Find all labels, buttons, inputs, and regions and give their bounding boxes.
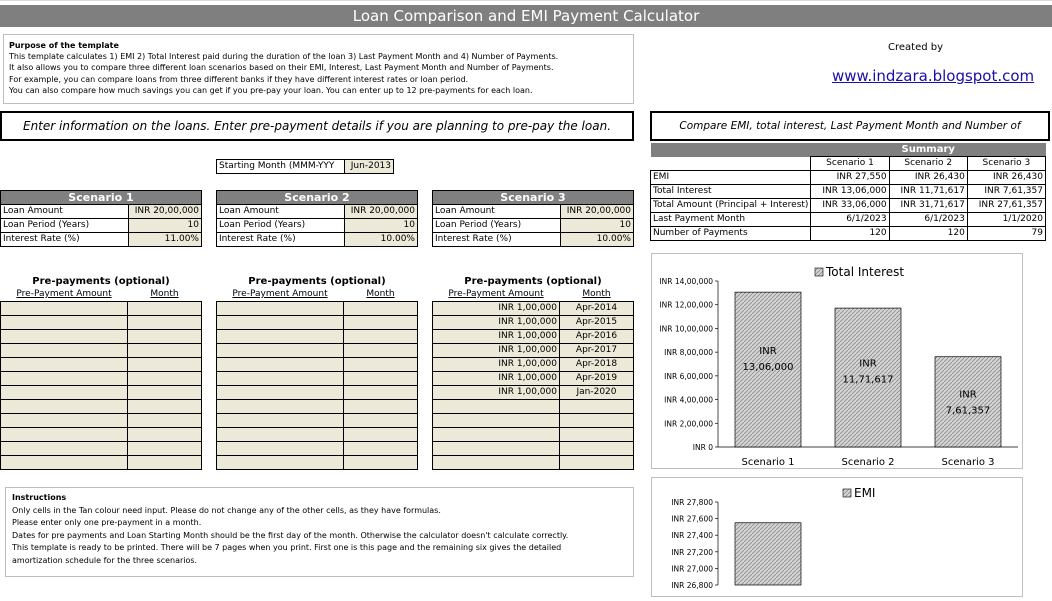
prepayment-month-header: Month	[582, 289, 611, 299]
prepayment-amount-input[interactable]	[217, 302, 344, 316]
prepayment-month-input[interactable]: Apr-2017	[560, 344, 634, 358]
summary-row-total-interest	[651, 185, 1046, 199]
prepayment-row	[1, 386, 202, 400]
prepayment-amount-input[interactable]	[1, 414, 128, 428]
loan-period-input[interactable]: 10	[345, 219, 418, 233]
prepayment-amount-input[interactable]	[217, 456, 344, 470]
y-tick-label: INR 27,800	[671, 498, 713, 507]
y-tick-label: INR 10,00,000	[659, 324, 713, 334]
purpose-line: It also allows you to compare three different loan scenarios based on their EMI, Interest, Last Payment Month and Number of Payments.	[9, 63, 554, 73]
prepayment-amount-input[interactable]: INR 1,00,000	[433, 316, 560, 330]
summary-value: INR 11,71,617	[889, 185, 967, 199]
summary-blank	[651, 157, 811, 171]
prepayment-month-input[interactable]	[344, 442, 418, 456]
instructions-heading: Instructions	[12, 493, 67, 502]
summary-value: 120	[889, 227, 967, 241]
summary-value: 79	[967, 227, 1045, 241]
x-tick-label: Scenario 1	[741, 457, 795, 468]
prepayment-amount-input[interactable]	[433, 400, 560, 414]
legend-swatch	[815, 268, 823, 276]
prepayment-row	[217, 400, 418, 414]
prepayment-amount-input[interactable]	[217, 330, 344, 344]
prepayment-row	[1, 428, 202, 442]
scenario-3-header: Scenario 3	[433, 191, 634, 205]
summary-value: INR 33,06,000	[811, 199, 889, 213]
prepayments-scenario-3-table	[432, 275, 634, 470]
y-tick-label: INR 27,000	[671, 564, 713, 574]
prepayment-month-input[interactable]	[344, 386, 418, 400]
purpose-line: You can also compare how much savings you can get if you pre-pay your loan. You can enter up to 12 pre-payments for each loan.	[9, 85, 533, 95]
scenario-1-header: Scenario 1	[1, 191, 202, 205]
prepayment-row	[217, 372, 418, 386]
prepayment-amount-input[interactable]	[433, 442, 560, 456]
y-tick-label: INR 27,200	[671, 547, 713, 557]
prepayment-month-input[interactable]	[128, 302, 202, 316]
summary-value: 6/1/2023	[889, 213, 967, 227]
interest-rate-label: Interest Rate (%)	[433, 233, 561, 247]
prepayment-month-input[interactable]	[128, 386, 202, 400]
prepayment-row	[433, 302, 634, 316]
prepayment-row	[1, 330, 202, 344]
prepayment-row	[1, 302, 202, 316]
prepayment-month-input[interactable]	[128, 344, 202, 358]
legend-label: EMI	[854, 486, 876, 500]
starting-month-input[interactable]: Jun-2013	[345, 160, 394, 174]
instruction-line: amortization schedule for the three scenarios.	[12, 555, 198, 565]
prepayment-month-header: Month	[366, 289, 395, 299]
x-tick-label: Scenario 2	[841, 457, 895, 468]
prepayment-amount-input[interactable]	[1, 456, 128, 470]
author-link[interactable]: www.indzara.blogspot.com	[832, 67, 1035, 85]
summary-row-last-payment	[651, 213, 1046, 227]
prepayment-row	[433, 344, 634, 358]
instruction-line: This template is ready to be printed. There will be 7 pages when you print. First one is this page and the remaining six gives the detailed	[12, 543, 562, 552]
prepayment-amount-input[interactable]	[1, 330, 128, 344]
prepayment-amount-input[interactable]	[1, 386, 128, 400]
summary-row-total-amount	[651, 199, 1046, 213]
bar-scenario-1	[735, 523, 801, 585]
interest-rate-input[interactable]: 10.00%	[561, 233, 634, 247]
summary-row-label: Total Amount (Principal + Interest)	[651, 199, 811, 213]
prepayment-row	[217, 330, 418, 344]
purpose-heading: Purpose of the template	[9, 41, 119, 50]
prepayment-row	[1, 358, 202, 372]
summary-row-label: EMI	[651, 171, 811, 185]
prepayment-amount-input[interactable]: INR 1,00,000	[433, 372, 560, 386]
prepayment-month-input[interactable]	[344, 372, 418, 386]
prepayment-amount-header: Pre-Payment Amount	[16, 289, 112, 299]
purpose-line: This template calculates 1) EMI 2) Total Interest paid during the duration of the loan 3) Last Payment Month and 4) Number of Payments.	[9, 52, 559, 62]
summary-col-scenario-1: Scenario 1	[811, 157, 889, 171]
summary-value: INR 13,06,000	[811, 185, 889, 199]
prepayment-amount-input[interactable]	[1, 400, 128, 414]
instructions-box	[5, 487, 634, 577]
prepayment-amount-input[interactable]	[433, 428, 560, 442]
prepayment-row	[1, 400, 202, 414]
compare-banner: Compare EMI, total interest, Last Payment Month and Number of	[650, 111, 1050, 141]
prepayments-scenario-2-table	[216, 275, 418, 470]
prepayment-month-input[interactable]	[344, 358, 418, 372]
instruction-line: Only cells in the Tan colour need input. Please do not change any of the other cells, as they have formulas.	[12, 505, 441, 515]
prepayment-row	[433, 358, 634, 372]
prepayment-month-input[interactable]	[344, 330, 418, 344]
interest-rate-input[interactable]: 10.00%	[345, 233, 418, 247]
prepayment-month-input[interactable]	[344, 316, 418, 330]
y-tick-label: INR 26,800	[671, 581, 713, 590]
prepayment-amount-input[interactable]	[217, 344, 344, 358]
y-tick-label: INR 4,00,000	[664, 395, 713, 405]
prepayment-row	[217, 344, 418, 358]
prepayment-month-input[interactable]	[344, 414, 418, 428]
prepayment-row	[1, 456, 202, 470]
summary-value: 120	[811, 227, 889, 241]
summary-value: INR 26,430	[889, 171, 967, 185]
x-tick-label: Scenario 3	[941, 457, 995, 468]
prepayment-amount-input[interactable]	[433, 456, 560, 470]
interest-rate-input[interactable]: 11.00%	[129, 233, 202, 247]
prepayment-amount-input[interactable]	[217, 442, 344, 456]
summary-title: Summary	[811, 143, 1046, 157]
loan-amount-label: Loan Amount	[1, 205, 129, 219]
prepayment-amount-input[interactable]: INR 1,00,000	[433, 386, 560, 400]
prepayment-amount-input[interactable]	[217, 372, 344, 386]
summary-row-label: Last Payment Month	[651, 213, 811, 227]
summary-row-num-payments	[651, 227, 1046, 241]
prepayment-amount-input[interactable]	[217, 316, 344, 330]
prepayment-row	[217, 358, 418, 372]
summary-value: INR 31,71,617	[889, 199, 967, 213]
summary-col-scenario-3: Scenario 3	[967, 157, 1045, 171]
prepayment-month-input[interactable]	[128, 400, 202, 414]
prepayment-amount-input[interactable]	[1, 344, 128, 358]
summary-table	[650, 143, 1046, 241]
loan-period-label: Loan Period (Years)	[433, 219, 561, 233]
prepayment-month-input[interactable]: Apr-2016	[560, 330, 634, 344]
prepayment-row	[1, 316, 202, 330]
prepayment-row	[217, 428, 418, 442]
page-title: Loan Comparison and EMI Payment Calculator	[0, 5, 1052, 27]
summary-value: INR 26,430	[967, 171, 1045, 185]
prepayment-amount-input[interactable]	[1, 428, 128, 442]
prepayment-month-input[interactable]	[560, 456, 634, 470]
summary-value: INR 7,61,357	[967, 185, 1045, 199]
prepayment-amount-input[interactable]	[217, 400, 344, 414]
prepayment-month-input[interactable]: Apr-2015	[560, 316, 634, 330]
summary-row-label: Number of Payments	[651, 227, 811, 241]
data-label: INR	[859, 358, 877, 370]
prepayment-month-input[interactable]	[344, 302, 418, 316]
prepayment-month-input[interactable]	[344, 428, 418, 442]
prepayment-month-input[interactable]	[344, 344, 418, 358]
prepayment-row	[433, 456, 634, 470]
data-label: 7,61,357	[945, 405, 991, 417]
prepayments-title: Pre-payments (optional)	[464, 276, 602, 287]
prepayment-row	[433, 316, 634, 330]
prepayment-row	[433, 442, 634, 456]
loan-amount-label: Loan Amount	[433, 205, 561, 219]
prepayment-amount-input[interactable]: INR 1,00,000	[433, 330, 560, 344]
prepayment-amount-input[interactable]	[217, 428, 344, 442]
summary-row-emi	[651, 171, 1046, 185]
prepayment-row	[433, 414, 634, 428]
prepayment-amount-input[interactable]	[1, 358, 128, 372]
loan-period-input[interactable]: 10	[129, 219, 202, 233]
prepayment-row	[433, 400, 634, 414]
prepayment-row	[1, 442, 202, 456]
prepayment-month-input[interactable]	[560, 400, 634, 414]
loan-period-label: Loan Period (Years)	[217, 219, 345, 233]
summary-value: INR 27,550	[811, 171, 889, 185]
emi-chart-svg	[652, 478, 1024, 598]
prepayment-month-input[interactable]	[344, 456, 418, 470]
legend-swatch	[843, 489, 851, 497]
prepayment-amount-input[interactable]: INR 1,00,000	[433, 302, 560, 316]
y-tick-label: INR 14,00,000	[659, 277, 713, 286]
prepayment-month-header: Month	[150, 289, 179, 299]
prepayment-month-input[interactable]	[128, 358, 202, 372]
scenario-1-table	[0, 190, 202, 247]
prepayment-amount-header: Pre-Payment Amount	[232, 289, 328, 299]
data-label: INR	[759, 346, 777, 358]
instruction-line: Dates for pre payments and Loan Starting Month should be the first day of the month. Otherwise the calculator doesn't calculate correctly.	[12, 530, 569, 540]
prepayment-row	[1, 344, 202, 358]
summary-value: INR 27,61,357	[967, 199, 1045, 213]
summary-corner	[651, 143, 811, 157]
summary-value: 1/1/2020	[967, 213, 1045, 227]
loan-amount-input[interactable]: INR 20,00,000	[561, 205, 634, 219]
legend-label: Total Interest	[826, 265, 905, 279]
summary-row-label: Total Interest	[651, 185, 811, 199]
data-label: 13,06,000	[742, 362, 794, 374]
prepayment-row	[217, 302, 418, 316]
prepayments-scenario-1-table	[0, 275, 202, 470]
prepayment-month-input[interactable]	[128, 372, 202, 386]
scenario-3-table	[432, 190, 634, 247]
prepayment-amount-input[interactable]	[1, 316, 128, 330]
prepayment-amount-input[interactable]: INR 1,00,000	[433, 344, 560, 358]
prepayment-month-input[interactable]: Apr-2014	[560, 302, 634, 316]
prepayment-amount-input[interactable]: INR 1,00,000	[433, 358, 560, 372]
prepayment-row	[433, 372, 634, 386]
y-tick-label: INR 12,00,000	[659, 300, 713, 310]
y-tick-label: INR 0	[692, 443, 713, 452]
bar-scenario-3	[935, 357, 1001, 447]
prepayment-amount-input[interactable]	[1, 372, 128, 386]
sheet-top-gridline	[0, 0, 1052, 1]
scenario-2-header: Scenario 2	[217, 191, 418, 205]
prepayment-row	[217, 442, 418, 456]
prepayment-row	[217, 456, 418, 470]
emi-chart[interactable]	[651, 477, 1023, 597]
prepayment-amount-input[interactable]	[1, 302, 128, 316]
prepayment-amount-input[interactable]	[217, 386, 344, 400]
loan-amount-label: Loan Amount	[217, 205, 345, 219]
prepayment-month-input[interactable]	[128, 456, 202, 470]
interest-rate-label: Interest Rate (%)	[217, 233, 345, 247]
created-by-label: Created by	[888, 42, 944, 53]
prepayment-month-input[interactable]	[560, 414, 634, 428]
scenario-2-table	[216, 190, 418, 247]
prepayment-amount-input[interactable]	[1, 442, 128, 456]
prepayments-title: Pre-payments (optional)	[248, 276, 386, 287]
summary-value: 6/1/2023	[811, 213, 889, 227]
total-interest-chart[interactable]	[651, 253, 1023, 469]
prepayment-row	[433, 386, 634, 400]
y-tick-label: INR 8,00,000	[664, 348, 713, 358]
prepayment-amount-input[interactable]	[217, 358, 344, 372]
prepayment-month-input[interactable]	[128, 414, 202, 428]
prepayment-month-input[interactable]	[344, 400, 418, 414]
prepayment-month-input[interactable]	[560, 428, 634, 442]
prepayment-month-input[interactable]	[560, 442, 634, 456]
data-label: 11,71,617	[842, 374, 894, 386]
loan-period-label: Loan Period (Years)	[1, 219, 129, 233]
y-tick-label: INR 2,00,000	[664, 419, 713, 429]
prepayment-row	[217, 386, 418, 400]
purpose-box	[3, 34, 634, 104]
prepayment-row	[1, 414, 202, 428]
prepayment-row	[217, 414, 418, 428]
input-instructions-banner: Enter information on the loans. Enter pre-payment details if you are planning to pre-pay the loan.	[0, 111, 634, 141]
data-label: INR	[959, 389, 977, 401]
y-tick-label: INR 6,00,000	[664, 371, 713, 381]
y-tick-label: INR 27,400	[671, 531, 713, 541]
prepayment-row	[217, 316, 418, 330]
prepayment-row	[433, 428, 634, 442]
prepayment-row	[1, 372, 202, 386]
instruction-line: Please enter only one pre-payment in a month.	[12, 518, 202, 527]
interest-rate-label: Interest Rate (%)	[1, 233, 129, 247]
prepayment-month-input[interactable]: Jan-2020	[560, 386, 634, 400]
prepayment-amount-input[interactable]	[217, 414, 344, 428]
y-tick-label: INR 27,600	[671, 514, 713, 524]
prepayment-amount-input[interactable]	[433, 414, 560, 428]
summary-col-scenario-2: Scenario 2	[889, 157, 967, 171]
prepayment-month-input[interactable]: Apr-2018	[560, 358, 634, 372]
starting-month-label: Starting Month (MMM-YYY	[217, 160, 345, 174]
prepayment-month-input[interactable]	[128, 428, 202, 442]
starting-month-table	[216, 159, 394, 174]
prepayment-month-input[interactable]	[128, 316, 202, 330]
total-interest-chart-svg	[652, 254, 1024, 470]
loan-period-input[interactable]: 10	[561, 219, 634, 233]
loan-amount-input[interactable]: INR 20,00,000	[129, 205, 202, 219]
prepayment-month-input[interactable]	[128, 330, 202, 344]
prepayment-month-input[interactable]	[128, 442, 202, 456]
loan-amount-input[interactable]: INR 20,00,000	[345, 205, 418, 219]
prepayment-row	[433, 330, 634, 344]
prepayment-month-input[interactable]: Apr-2019	[560, 372, 634, 386]
prepayment-amount-header: Pre-Payment Amount	[448, 289, 544, 299]
prepayments-title: Pre-payments (optional)	[32, 276, 170, 287]
purpose-line: For example, you can compare loans from three different banks if they have different interest rates or loan period.	[9, 74, 469, 84]
